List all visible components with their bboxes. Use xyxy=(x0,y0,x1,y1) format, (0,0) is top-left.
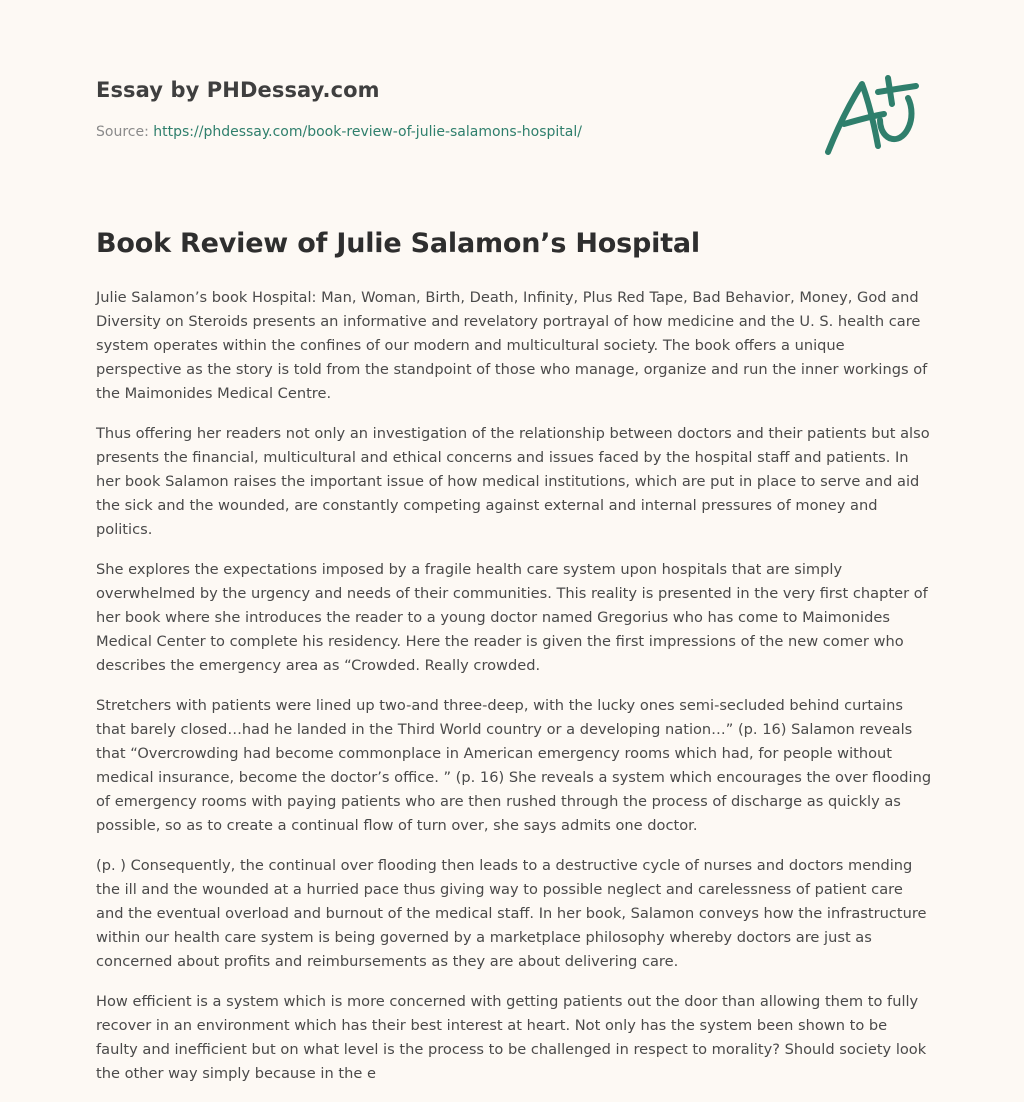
site-title: Essay by PHDessay.com xyxy=(96,78,380,102)
paragraph: (p. ) Consequently, the continual over flooding then leads to a destructive cycle of nurses and doctors mending the ill and the wounded at a hurried pace thus giving way to possible neglect and carelessness of patient care and the eventual overload and burnout of the medical staff. In her book, Salamon conveys how the infrastructure within our health care system is being governed by a marketplace philosophy whereby doctors are just as concerned about profits and reimbursements as they are about delivering care. xyxy=(96,857,927,970)
source-label: Source: xyxy=(96,124,149,140)
paragraph: Stretchers with patients were lined up two-and three-deep, with the lucky ones semi-secluded behind curtains that barely closed…had he landed in the Third World country or a developing nation…” (p. 16) Salamon reveals that “Overcrowding had become commonplace in American emergency rooms which had, for people without medical insurance, become the doctor’s office. ” (p. 16) She reveals a system which encourages the over flooding of emergency rooms with paying patients who are then rushed through the process of discharge as quickly as possible, so as to create a continual flow of turn over, she says admits one doctor. xyxy=(96,697,932,834)
article-title: Book Review of Julie Salamon’s Hospital xyxy=(96,228,700,259)
paragraph: Thus offering her readers not only an investigation of the relationship between doctors and their patients but also presents the financial, multicultural and ethical concerns and issues faced by the hospital staff and patients. In her book Salamon raises the important issue of how medical institutions, which are put in place to serve and aid the sick and the wounded, are constantly competing against external and internal pressures of money and politics. xyxy=(96,425,930,538)
a-plus-logo xyxy=(822,66,928,162)
page-header xyxy=(96,72,928,182)
paragraph: Julie Salamon’s book Hospital: Man, Woman, Birth, Death, Infinity, Plus Red Tape, Bad Behavior, Money, God and Diversity on Steroids presents an informative and revelatory portrayal of how medicine and the U. S. health care system operates within the confines of our modern and multicultural society. The book offers a unique perspective as the story is told from the standpoint of those who manage, organize and run the inner workings of the Maimonides Medical Centre. xyxy=(96,289,928,402)
paragraph: How efficient is a system which is more concerned with getting patients out the door than allowing them to fully recover in an environment which has their best interest at heart. Not only has the system been shown to be faulty and inefficient but on what level is the process to be challenged in respect to morality? Should society look the other way simply because in the e xyxy=(96,993,927,1082)
source-line xyxy=(96,124,582,140)
article xyxy=(96,222,932,1102)
source-link[interactable]: https://phdessay.com/book-review-of-julie-salamons-hospital/ xyxy=(153,124,582,140)
paragraph: She explores the expectations imposed by a fragile health care system upon hospitals that are simply overwhelmed by the urgency and needs of their communities. This reality is presented in the very first chapter of her book where she introduces the reader to a young doctor named Gregorius who has come to Maimonides Medical Center to complete his residency. Here the reader is given the first impressions of the new comer who describes the emergency area as “Crowded. Really crowded. xyxy=(96,561,928,674)
